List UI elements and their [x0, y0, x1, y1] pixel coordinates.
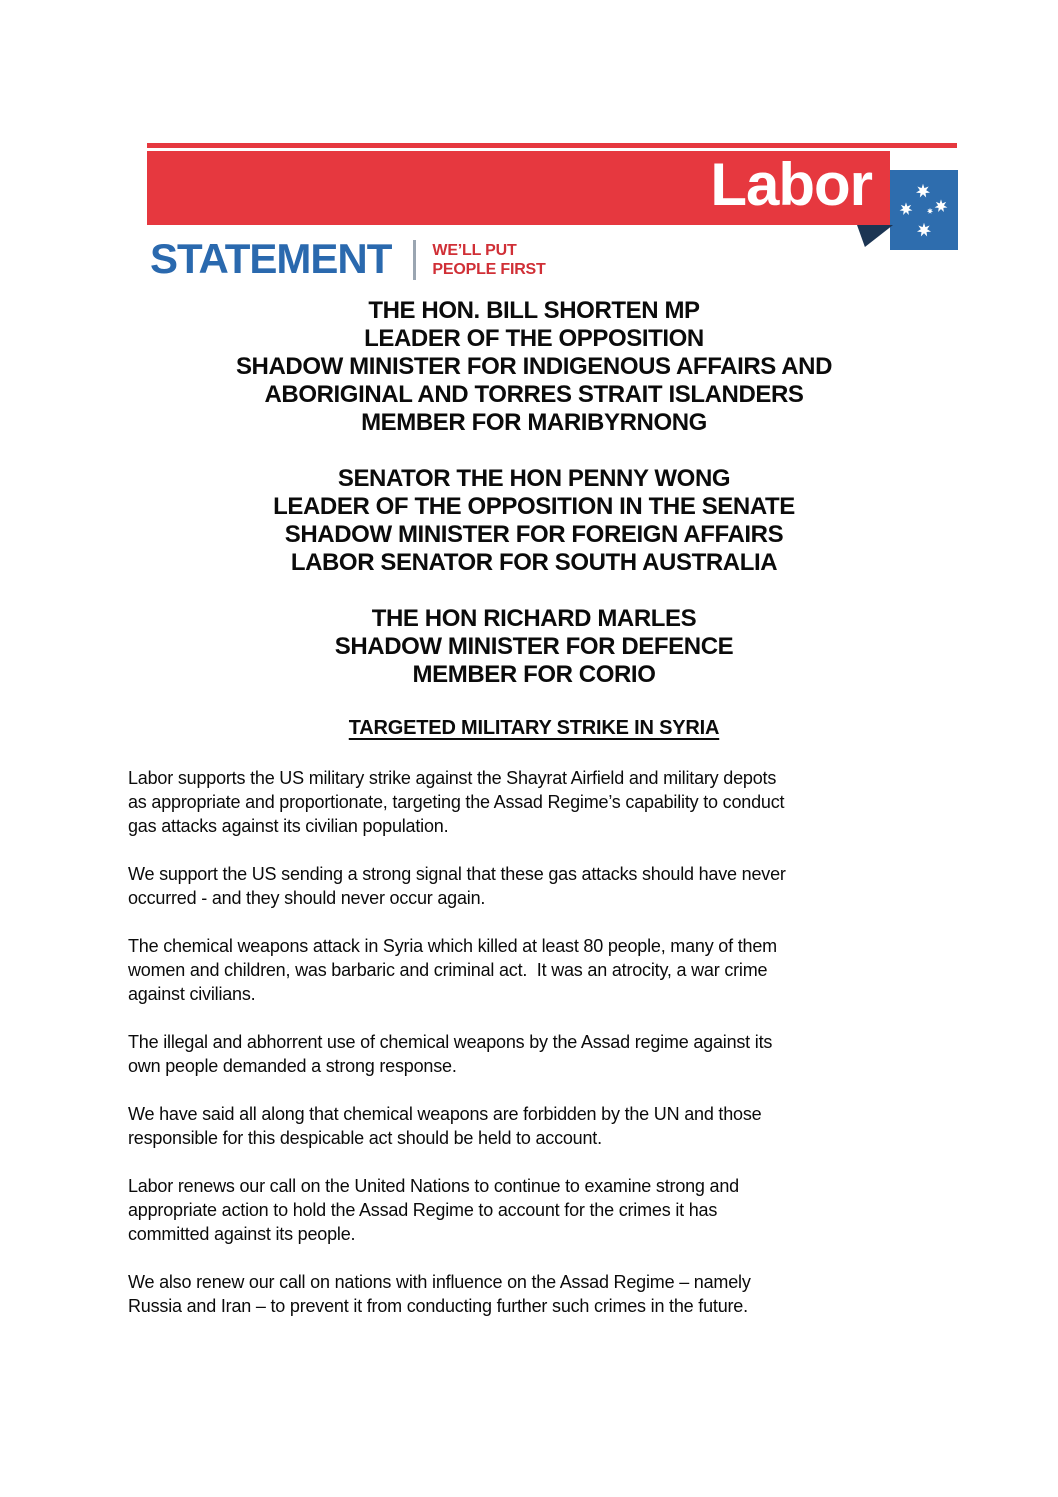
official-heading-line: LABOR SENATOR FOR SOUTH AUSTRALIA	[290, 549, 778, 576]
body-paragraph-line: against civilians.	[128, 984, 256, 1004]
body-paragraph-line: Labor renews our call on the United Nations to continue to examine strong and	[128, 1176, 739, 1196]
banner-fold-triangle	[857, 225, 893, 247]
officials-section	[128, 297, 940, 689]
official-heading-block	[128, 465, 940, 577]
body-paragraph	[128, 766, 940, 838]
official-heading-block	[128, 605, 940, 689]
body-paragraph	[128, 934, 940, 1006]
official-heading-line: SHADOW MINISTER FOR DEFENCE	[334, 633, 734, 660]
body-paragraph-line: The illegal and abhorrent use of chemical weapons by the Assad regime against its	[128, 1032, 773, 1052]
paragraphs-section	[128, 766, 940, 1318]
body-paragraph-line: Labor supports the US military strike against the Shayrat Airfield and military depots	[128, 768, 777, 788]
body-paragraph-line: Russia and Iran – to prevent it from conducting further such crimes in the future.	[128, 1296, 748, 1316]
body-paragraph-line: own people demanded a strong response.	[128, 1056, 457, 1076]
body-paragraph-line: gas attacks against its civilian population.	[128, 816, 449, 836]
official-heading-line: SENATOR THE HON PENNY WONG	[337, 465, 731, 492]
official-heading-line: THE HON RICHARD MARLES	[371, 605, 697, 632]
tagline-line-2: PEOPLE FIRST	[432, 261, 546, 278]
official-heading-line: MEMBER FOR CORIO	[412, 661, 656, 688]
tagline	[432, 241, 545, 279]
body-paragraph-line: occurred - and they should never occur again.	[128, 888, 486, 908]
body-paragraph	[128, 1030, 940, 1078]
body-paragraph-line: The chemical weapons attack in Syria which killed at least 80 people, many of them	[128, 936, 777, 956]
statement-separator-bar	[413, 240, 416, 280]
labor-wordmark: Labor	[710, 151, 872, 218]
header-top-rule	[147, 143, 957, 148]
southern-cross-stars-icon	[890, 170, 958, 250]
body-paragraph-line: responsible for this despicable act should be held to account.	[128, 1128, 602, 1148]
document-body	[128, 297, 940, 1342]
statement-label: STATEMENT	[150, 235, 392, 282]
official-heading-block	[128, 297, 940, 437]
official-heading-line: MEMBER FOR MARIBYRNONG	[361, 409, 707, 436]
labor-red-banner	[147, 151, 890, 225]
body-paragraph	[128, 1270, 940, 1318]
statement-title: TARGETED MILITARY STRIKE IN SYRIA	[348, 717, 720, 739]
body-paragraph-line: as appropriate and proportionate, targeting the Assad Regime’s capability to conduct	[128, 792, 785, 812]
body-paragraph-line: committed against its people.	[128, 1224, 356, 1244]
body-paragraph-line: We also renew our call on nations with influence on the Assad Regime – namely	[128, 1272, 751, 1292]
body-paragraph	[128, 1174, 940, 1246]
body-paragraph-line: We have said all along that chemical weapons are forbidden by the UN and those	[128, 1104, 762, 1124]
official-heading-line: SHADOW MINISTER FOR INDIGENOUS AFFAIRS AND	[235, 353, 833, 380]
official-heading-line: THE HON. BILL SHORTEN MP	[368, 297, 700, 324]
official-heading-line: LEADER OF THE OPPOSITION	[364, 325, 704, 352]
official-heading-line: SHADOW MINISTER FOR FOREIGN AFFAIRS	[284, 521, 784, 548]
tagline-line-1: WE’LL PUT	[432, 242, 517, 259]
official-heading-line: ABORIGINAL AND TORRES STRAIT ISLANDERS	[264, 381, 804, 408]
statement-lockup	[150, 235, 546, 282]
southern-cross-square	[890, 170, 958, 250]
body-paragraph-line: women and children, was barbaric and criminal act. It was an atrocity, a war crime	[128, 960, 768, 980]
official-heading-line: LEADER OF THE OPPOSITION IN THE SENATE	[273, 493, 795, 520]
body-paragraph-line: We support the US sending a strong signal that these gas attacks should have never	[128, 864, 786, 884]
body-paragraph	[128, 862, 940, 910]
body-paragraph	[128, 1102, 940, 1150]
body-paragraph-line: appropriate action to hold the Assad Regime to account for the crimes it has	[128, 1200, 718, 1220]
